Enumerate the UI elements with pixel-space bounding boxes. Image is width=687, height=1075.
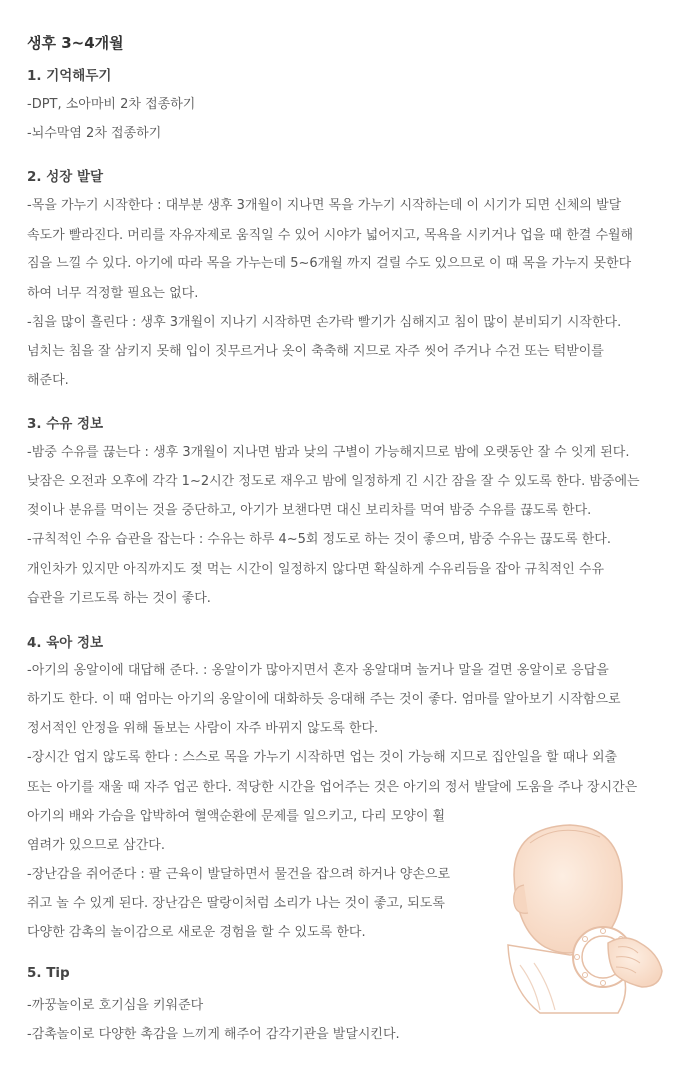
section-heading-1: 1. 기억해두기 xyxy=(27,68,112,84)
section-3-line: -규칙적인 수유 습관을 잡는다 : 수유는 하루 4~5회 정도로 하는 것이 좋으며, 밤중 수유는 끊도록 한다. xyxy=(27,532,611,547)
section-4-line: 또는 아기를 재울 때 자주 업곤 한다. 적당한 시간을 업어주는 것은 아기의 정서 발달에 도움을 주나 장시간은 xyxy=(27,780,638,795)
section-2-line: 속도가 빨라진다. 머리를 자유자제로 움직일 수 있어 시야가 넓어지고, 목욕을 시키거나 업을 때 한결 수월해 xyxy=(27,228,634,243)
section-4-line: 쥐고 놀 수 있게 된다. 장난감은 딸랑이처럼 소리가 나는 것이 좋고, 되도록 xyxy=(27,896,445,911)
section-3-line: -밤중 수유를 끊는다 : 생후 3개월이 지나면 밤과 낮의 구별이 가능해지므로 밤에 오랫동안 잘 수 잇게 된다. xyxy=(27,445,630,460)
section-1-line: -DPT, 소아마비 2차 접종하기 xyxy=(27,97,196,112)
section-4-line: -아기의 옹알이에 대답해 준다. : 옹알이가 많아지면서 혼자 옹알대며 놀거나 말을 걸면 옹알이로 응답을 xyxy=(27,663,609,678)
section-4-line: 아기의 배와 가슴을 압박하여 혈액순환에 문제를 일으키고, 다리 모양이 휠 xyxy=(27,809,446,824)
section-4-line: -장시간 업지 않도록 한다 : 스스로 목을 가누기 시작하면 업는 것이 가능해 지므로 집안일을 할 때나 외출 xyxy=(27,750,618,765)
section-2-line: 짐을 느낄 수 있다. 아기에 따라 목을 가누는데 5~6개월 까지 걸릴 수도 있으므로 이 때 목을 가누지 못한다 xyxy=(27,256,632,271)
section-4-line: 하기도 한다. 이 때 엄마는 아기의 옹알이에 대화하듯 응대해 주는 것이 좋다. 엄마를 알아보기 시작함으로 xyxy=(27,692,621,707)
section-5-line: -감촉놀이로 다양한 촉감을 느끼게 해주어 감각기관을 발달시킨다. xyxy=(27,1027,400,1042)
section-4-line: 정서적인 안정을 위해 돌보는 사람이 자주 바뀌지 않도록 한다. xyxy=(27,721,379,736)
section-2-line: -침을 많이 흘린다 : 생후 3개월이 지나기 시작하면 손가락 빨기가 심해지고 침이 많이 분비되기 시작한다. xyxy=(27,315,622,330)
baby-with-rattle-icon xyxy=(500,815,670,1020)
page-title: 생후 3~4개월 xyxy=(27,34,124,52)
section-1-line: -뇌수막염 2차 접종하기 xyxy=(27,126,162,141)
section-3-line: 젖이나 분유를 먹이는 것을 중단하고, 아기가 보챈다면 대신 보리차를 먹여 밤중 수유를 끊도록 한다. xyxy=(27,503,592,518)
section-2-line: -목을 가누기 시작한다 : 대부분 생후 3개월이 지나면 목을 가누기 시작하는데 이 시기가 되면 신체의 발달 xyxy=(27,198,622,213)
section-2-line: 하여 너무 걱정할 필요는 없다. xyxy=(27,286,199,301)
section-heading-3: 3. 수유 정보 xyxy=(27,416,104,432)
section-3-line: 습관을 기르도록 하는 것이 좋다. xyxy=(27,591,211,606)
section-4-line: -장난감을 쥐어준다 : 팔 근육이 발달하면서 물건을 잡으려 하거나 양손으로 xyxy=(27,867,451,882)
section-heading-5: 5. Tip xyxy=(27,965,70,981)
section-3-line: 낮잠은 오전과 오후에 각각 1~2시간 정도로 재우고 밤에 일정하게 긴 시간 잠을 잘 수 있도록 한다. 밤중에는 xyxy=(27,474,640,489)
section-heading-4: 4. 육아 정보 xyxy=(27,635,104,651)
section-2-line: 해준다. xyxy=(27,373,69,388)
section-4-line: 다양한 감촉의 놀이감으로 새로운 경험을 할 수 있도록 한다. xyxy=(27,925,366,940)
section-2-line: 넘치는 침을 잘 삼키지 못해 입이 짓무르거나 옷이 축축해 지므로 자주 씻어 주거나 수건 또는 턱받이를 xyxy=(27,344,604,359)
section-4-line: 염려가 있으므로 삼간다. xyxy=(27,838,165,853)
section-3-line: 개인차가 있지만 아직까지도 젖 먹는 시간이 일정하지 않다면 확실하게 수유리듬을 잡아 규칙적인 수유 xyxy=(27,562,605,577)
section-5-line: -까꿍놀이로 호기심을 키워준다 xyxy=(27,998,204,1013)
section-heading-2: 2. 성장 발달 xyxy=(27,169,104,185)
